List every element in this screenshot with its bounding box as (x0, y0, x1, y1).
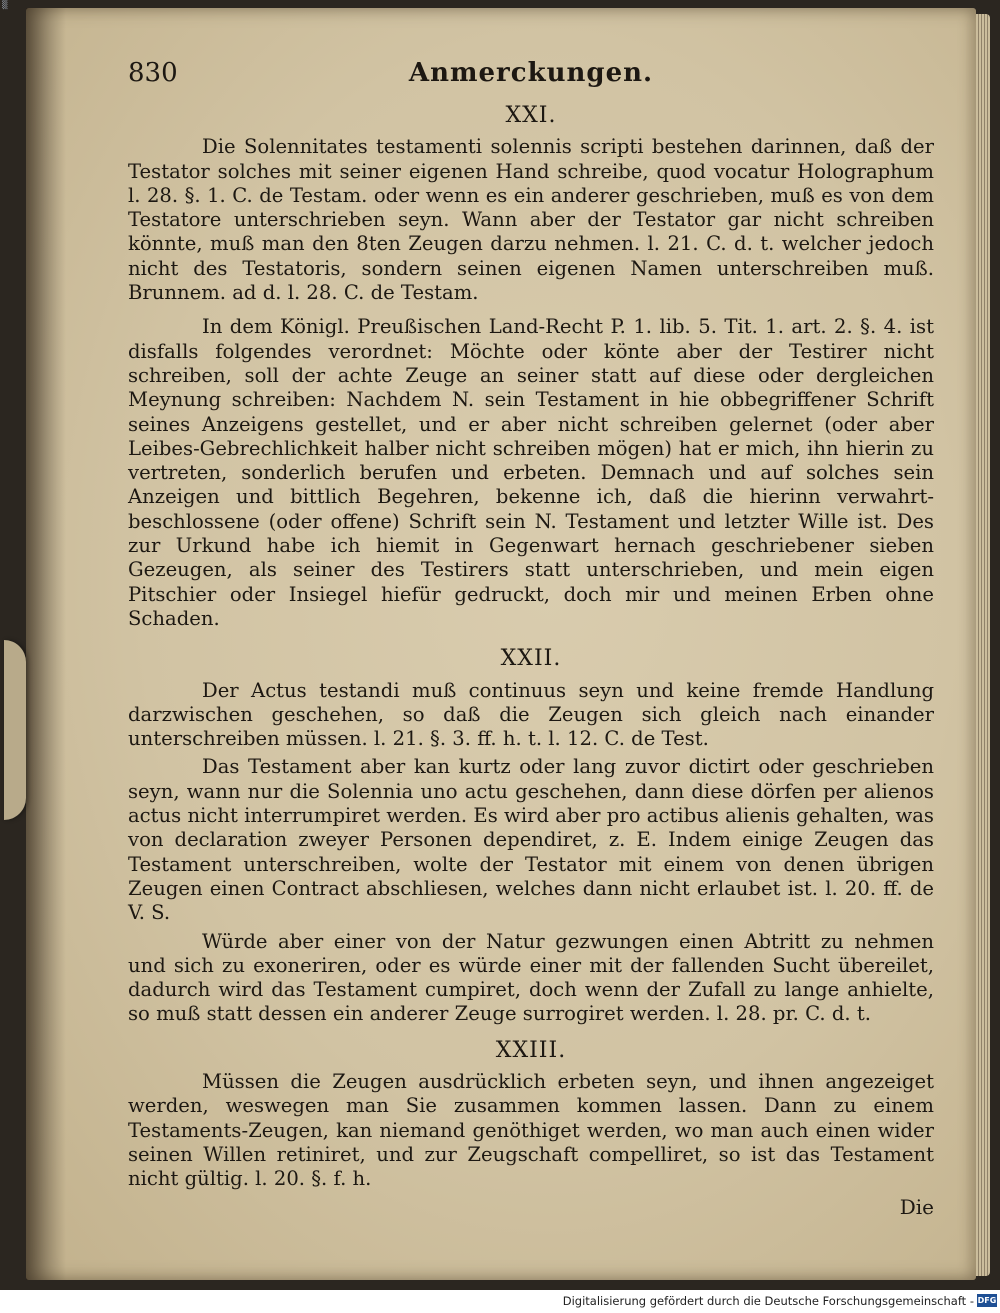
section-xxii (128, 647, 934, 1026)
paragraph: Der Actus testandi muß continuus seyn und keine fremde Handlung darzwischen geschehen, so daß die Zeugen sich gleich nach einander unterschreiben müssen. l. 21. §. 3. ff. h. t. l. 12. C. de Test. (128, 678, 934, 751)
dfg-credit: Digitalisierung gefördert durch die Deutsche Forschungsgemeinschaft - (562, 1294, 974, 1308)
paragraph: Würde aber einer von der Natur gezwungen einen Abtritt zu nehmen und sich zu exoneriren, oder es würde einer mit der fallenden Sucht übereilet, dadurch wird das Testament cumpiret, doch wenn der Zufall zu lange anhielte, so muß statt dessen ein anderer Zeuge surrogiret werden. l. 28. pr. C. d. t. (128, 929, 934, 1026)
section-xxi (128, 104, 934, 631)
section-xxiii (128, 1039, 934, 1192)
paragraph: In dem Königl. Preußischen Land-Recht P. 1. lib. 5. Tit. 1. art. 2. §. 4. ist disfalls folgendes verordnet: Möchte oder könte aber der Testirer nicht schreiben, soll der achte Zeuge an seiner statt auf diese oder dergleichen Meynung schreiben: Nachdem N. sein Testament in hie obbegriffener Schrift seines Anzeigens gestellet, und er aber nicht schreiben gelernet (oder aber Leibes-Gebrechlichkeit halber nicht schreiben mögen) hat er mich, ihn hierin zu vertreten, sonderlich berufen und erbeten. Demnach und auf solches sein Anzeigen und bittlich Begehren, bekenne ich, daß die hierinn verwahrt-beschlossene (oder offene) Schrift sein N. Testament und letzter Wille ist. Des zur Urkund habe ich hiemit in Gegenwart hernach geschriebener sieben Gezeugen, als seiner des Testirers statt unterschrieben, und mein eigen Pitschier oder Insiegel hiefür gedruckt, doch mir und meinen Erben ohne Schaden. (128, 315, 934, 630)
page-edges (976, 14, 990, 1276)
scan-corner-mark: ▒ (2, 0, 8, 10)
paragraph: Die Solennitates testamenti solennis scripti bestehen darinnen, daß der Testator solches mit seiner eigenen Hand schreibe, quod vocatur Holographum l. 28. §. 1. C. de Testam. oder wenn es ein anderer geschrieben, muß es von dem Testatore unterschrieben seyn. Wann aber der Testator gar nicht schreiben könnte, muß man den 8ten Zeugen darzu nehmen. l. 21. C. d. t. welcher jedoch nicht des Testatoris, sondern seinen eigenen Namen unterschreiben muß. Brunnem. ad d. l. 28. C. de Testam. (128, 135, 934, 305)
page-header (128, 50, 934, 90)
paragraph: Das Testament aber kan kurtz oder lang zuvor dictirt oder geschrieben seyn, wann nur die Solennia uno actu geschehen, dann diese dörfen per alienos actus nicht interrumpiret werden. Es wird aber pro actibus alienis gehalten, was von declaration zweyer Personen dependiret, z. E. Indem einige Zeugen das Testament unterschreiben, wolte der Testator mit einem von denen übrigen Zeugen einen Contract abschliesen, welches dann nicht erlaubet ist. l. 20. ff. de V. S. (128, 755, 934, 925)
page-number: 830 (128, 58, 178, 88)
running-title: Anmerckungen. (408, 58, 654, 88)
footer-bar (0, 1290, 1000, 1313)
catchword: Die (899, 1195, 934, 1220)
spine-shadow (26, 8, 66, 1280)
paragraph: Müssen die Zeugen ausdrücklich erbeten seyn, und ihnen angezeiget werden, weswegen man Sie zusammen kommen lassen. Dann zu einem Testaments-Zeugen, kan niemand genöthiget werden, wo man auch einen wider seinen Willen retiniret, und zur Zeugschaft compelliret, so ist das Testament nicht gültig. l. 20. §. f. h. (128, 1069, 934, 1191)
page-body (128, 100, 934, 1220)
section-heading: XXII. (500, 646, 562, 672)
section-heading: XXI. (505, 103, 557, 128)
page-clip (4, 640, 26, 820)
section-heading: XXIII. (495, 1037, 567, 1063)
dfg-logo-icon: DFG (977, 1296, 997, 1305)
